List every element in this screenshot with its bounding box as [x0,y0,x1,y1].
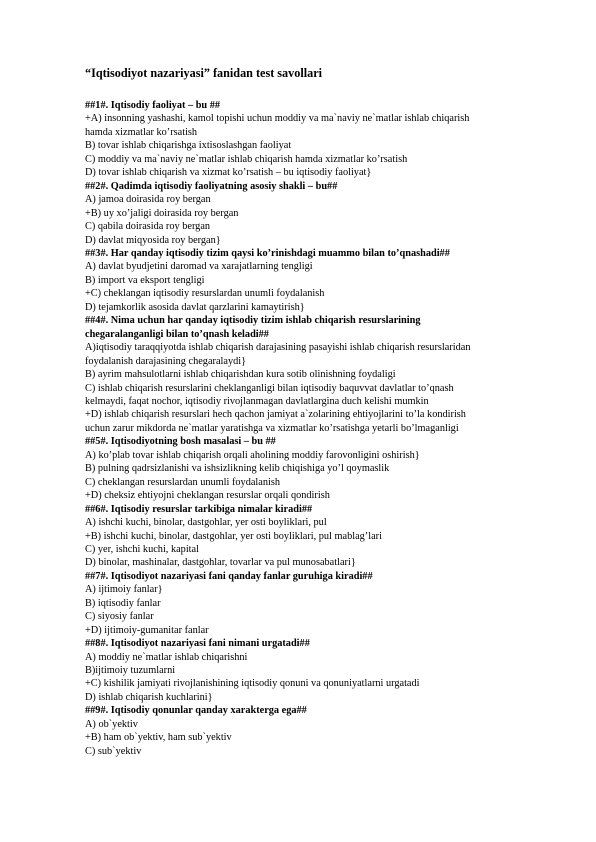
answer-option: +C) cheklangan iqtisodiy resurslardan unumli foydalanish [85,288,325,300]
answer-option: C) moddiy va ma`naviy ne`matlar ishlab chiqarish hamda xizmatlar ko’rsatish [85,153,408,165]
answer-option: D) binolar, mashinalar, dastgohlar, tovarlar va pul munosabatlari} [85,557,356,569]
answer-option: C) siyosiy fanlar [85,611,154,623]
question-heading: ##3#. Har qanday iqtisodiy tizim qaysi ko’rinishdagi muammo bilan to’qnashadi## [85,247,450,259]
answer-option: A) ijtimoiy fanlar} [85,584,163,596]
answer-option: B) iqtisodiy fanlar [85,597,161,609]
answer-option: D) tejamkorlik asosida davlat qarzlarini kamaytirish} [85,301,305,313]
question-heading: ##6#. Iqtisodiy resurslar tarkibiga nimalar kiradi## [85,503,313,515]
answer-option: +D) cheksiz ehtiyojni cheklangan resurslar orqali qondirish [85,490,330,502]
answer-option: hamda xizmatlar ko’rsatish [85,126,198,138]
document-title: “Iqtisodiyot nazariyasi” fanidan test savollari [85,66,322,80]
answer-option: C) yer, ishchi kuchi, kapital [85,543,199,555]
answer-option: A) davlat byudjetini daromad va xarajatlarning tengligi [85,261,313,273]
answer-option: B) pulning qadrsizlanishi va ishsizlikning kelib chiqishiga yo’l qoymaslik [85,463,390,475]
answer-option: C) qabila doirasida roy bergan [85,221,211,233]
answer-option: A) moddiy ne`matlar ishlab chiqarishni [85,651,248,663]
answer-option: D) tovar ishlab chiqarish va xizmat ko’rsatish – bu iqtisodiy faoliyat} [85,167,372,179]
answer-option: B) import va eksport tengligi [85,274,205,286]
answer-option: foydalanish darajasining chegaralaydi} [85,355,247,367]
question-heading: chegaralanganligi bilan to’qnash keladi## [85,328,269,340]
answer-option: B) ayrim mahsulotlarni ishlab chiqarishdan kura sotib olinishning foydaligi [85,369,396,381]
question-heading: ##7#. Iqtisodiyot nazariyasi fani qanday fanlar guruhiga kiradi## [85,570,373,582]
answer-option: +B) ishchi kuchi, binolar, dastgohlar, yer osti boyliklari, pul mablag’lari [85,530,382,542]
answer-option: B)ijtimoiy tuzumlarni [85,665,176,677]
answer-option: D) davlat miqyosida roy bergan} [85,234,221,246]
question-list [85,99,535,758]
answer-option: A) ishchi kuchi, binolar, dastgohlar, yer osti boyliklari, pul [85,517,327,529]
question-heading: ##4#. Nima uchun har qanday iqtisodiy tizim ishlab chiqarish resurslarining [85,315,421,327]
answer-option: A) ko’plab tovar ishlab chiqarish orqali aholining moddiy farovonligini oshirish} [85,449,420,461]
answer-option: B) tovar ishlab chiqarishga ixtisoslashgan faoliyat [85,140,292,152]
question-heading: ##8#. Iqtisodiyot nazariyasi fani nimani urgatadi## [85,638,310,650]
answer-option: +D) ijtimoiy-gumanitar fanlar [85,624,209,636]
question-heading: ##2#. Qadimda iqtisodiy faoliyatning asosiy shakli – bu## [85,180,338,192]
answer-option: +D) ishlab chiqarish resurslari hech qachon jamiyat a`zolarining ehtiyojlarini to’la kondirish [85,409,466,421]
answer-option: uchun zarur mikdorda ne`matlar yaratishga va xizmatlar ko’rsatishga yetarli bo’lmaganligi [85,422,459,434]
question-heading: ##1#. Iqtisodiy faoliyat – bu ## [85,100,221,111]
answer-option: +B) ham ob`yektiv, ham sub`yektiv [85,732,232,744]
answer-option: A) jamoa doirasida roy bergan [85,194,211,206]
question-heading: ##5#. Iqtisodiyotning bosh masalasi – bu ## [85,436,276,448]
answer-option: C) sub`yektiv [85,745,142,757]
question-heading: ##9#. Iqtisodiy qonunlar qanday xarakterga ega## [85,705,307,717]
answer-option: D) ishlab chiqarish kuchlarini} [85,691,213,703]
answer-option: +C) kishilik jamiyati rivojlanishining iqtisodiy qonuni va qonuniyatlarni urgatadi [85,678,420,690]
answer-option: C) ishlab chiqarish resurslarini cheklanganligi bilan iqtisodiy baquvvat davlatlar to’qnash [85,382,454,394]
answer-option: kelmaydi, faqat nochor, iqtisodiy rivojlanmagan davlatlargina duch kelishi mumkin [85,395,429,407]
answer-option: +B) uy xo’jaligi doirasida roy bergan [85,207,239,219]
answer-option: A)iqtisodiy taraqqiyotda ishlab chiqarish darajasining pasayishi ishlab chiqarish resurslaridan [85,342,471,354]
answer-option: C) cheklangan resurslardan unumli foydalanish [85,476,281,488]
answer-option: A) ob`yektiv [85,718,138,730]
answer-option: +A) insonning yashashi, kamol topishi uchun moddiy va ma`naviy ne`matlar ishlab chiqarish [85,113,470,125]
